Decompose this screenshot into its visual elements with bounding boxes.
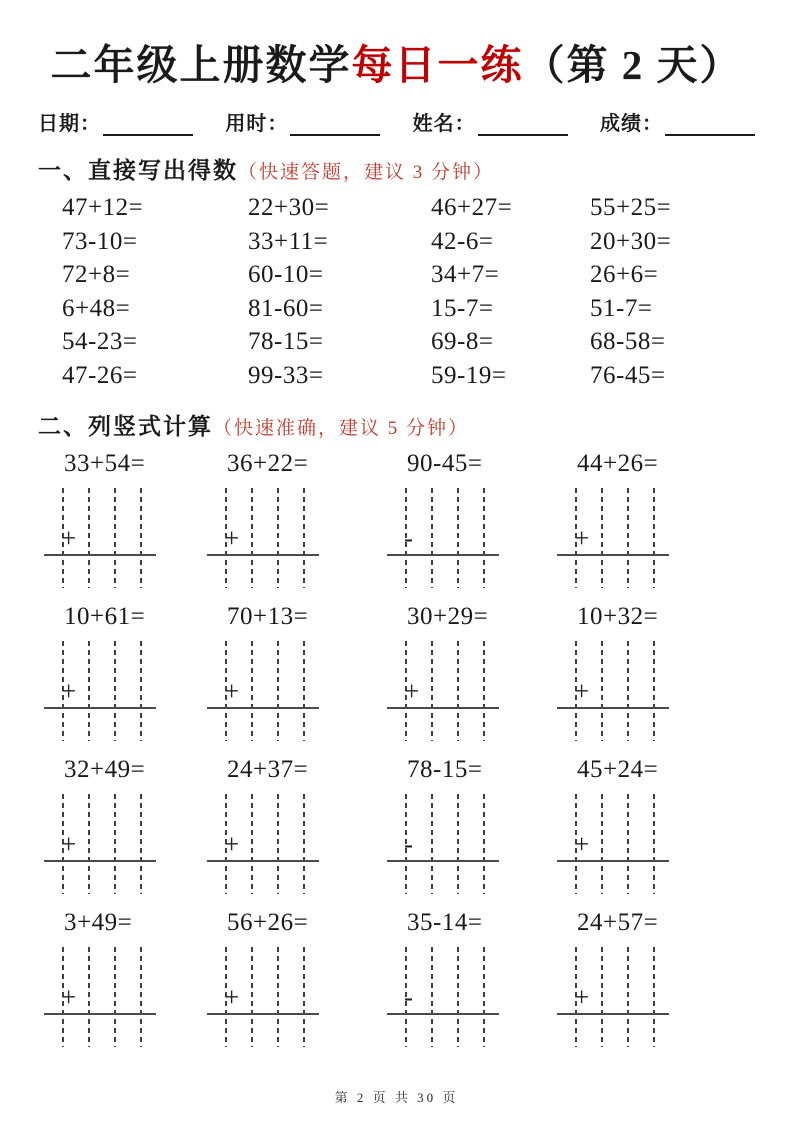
date-label: 日期：: [38, 113, 101, 136]
section1-hint: （快速答题，建议 3 分钟）: [238, 162, 495, 184]
answer-line: [387, 860, 499, 862]
problem: 78-15=: [248, 328, 324, 356]
title-suffix: （第 2 天）: [523, 42, 743, 88]
duration-field: [225, 107, 380, 136]
column-guides: [385, 947, 503, 1047]
duration-blank: [290, 113, 380, 136]
problem: 22+30=: [248, 194, 330, 222]
column-guides: [42, 641, 160, 741]
vertical-problem: [555, 449, 755, 588]
answer-line: [557, 1013, 669, 1015]
name-label: 姓名：: [412, 113, 476, 136]
problem-label: 70+13=: [227, 603, 309, 631]
column-guides: [555, 641, 673, 741]
column-guides: [555, 947, 673, 1047]
problem: 72+8=: [62, 261, 131, 289]
page-number-footer: 第 2 页 共 30 页: [334, 1090, 459, 1105]
answer-line: [207, 707, 319, 709]
section2-heading-text: 二、列竖式计算: [38, 414, 213, 440]
answer-line: [387, 554, 499, 556]
problem-label: 10+32=: [577, 603, 659, 631]
problem-label: 35-14=: [407, 909, 483, 937]
answer-line: [44, 860, 156, 862]
operator-sign: +: [574, 982, 590, 1013]
answer-line: [44, 554, 156, 556]
answer-line: [207, 1013, 319, 1015]
answer-line: [44, 707, 156, 709]
problem-label: 10+61=: [64, 603, 146, 631]
score-field: [600, 107, 755, 136]
problem-label: 3+49=: [64, 909, 133, 937]
problem: 15-7=: [431, 294, 494, 322]
name-field: [413, 107, 568, 136]
column-guides: [205, 947, 323, 1047]
operator-sign: +: [61, 676, 77, 707]
name-blank: [478, 113, 568, 136]
section1-heading-text: 一、直接写出得数: [38, 158, 238, 184]
date-blank: [103, 113, 193, 136]
score-blank: [665, 113, 755, 136]
student-info-row: [38, 107, 755, 136]
problem: 6+48=: [62, 294, 131, 322]
answer-line: [557, 707, 669, 709]
column-guides: [385, 488, 503, 588]
operator-sign: +: [224, 982, 240, 1013]
answer-line: [387, 1013, 499, 1015]
problem: 60-10=: [248, 261, 324, 289]
answer-line: [387, 707, 499, 709]
vertical-problems-row: [42, 908, 755, 1047]
vertical-problems-row: [42, 449, 755, 588]
problem: 20+30=: [590, 227, 672, 255]
problem: 46+27=: [431, 194, 513, 222]
operator-sign: +: [574, 829, 590, 860]
problem: 47+12=: [62, 194, 144, 222]
column-guides: [42, 794, 160, 894]
problem: 81-60=: [248, 294, 324, 322]
operator-sign: +: [224, 829, 240, 860]
problem-label: 56+26=: [227, 909, 309, 937]
operator-sign: +: [61, 982, 77, 1013]
vertical-problems-row: [42, 755, 755, 894]
section2-heading: [38, 408, 755, 441]
problem-label: 24+57=: [577, 909, 659, 937]
page-title: [38, 38, 755, 93]
score-label: 成绩：: [599, 113, 663, 136]
operator-sign: -: [404, 523, 413, 554]
column-guides: [205, 641, 323, 741]
vertical-problem: [42, 602, 205, 741]
operator-sign: +: [224, 676, 240, 707]
vertical-problem: [205, 602, 385, 741]
problem: 47-26=: [62, 361, 138, 389]
problem: 73-10=: [62, 227, 138, 255]
vertical-problem: [205, 755, 385, 894]
operator-sign: +: [61, 523, 77, 554]
vertical-problem: [555, 908, 755, 1047]
operator-sign: +: [61, 829, 77, 860]
problem: 54-23=: [62, 328, 138, 356]
problem: 69-8=: [431, 328, 494, 356]
answer-line: [207, 860, 319, 862]
problem-label: 32+49=: [64, 756, 146, 784]
problem: 55+25=: [590, 194, 672, 222]
column-guides: [555, 794, 673, 894]
column-guides: [555, 488, 673, 588]
problem-label: 78-15=: [407, 756, 483, 784]
column-guides: [42, 947, 160, 1047]
problem-label: 30+29=: [407, 603, 489, 631]
operator-sign: +: [404, 676, 420, 707]
vertical-problem: [205, 449, 385, 588]
answer-line: [44, 1013, 156, 1015]
problem: 26+6=: [590, 261, 659, 289]
answer-line: [557, 860, 669, 862]
problem-label: 24+37=: [227, 756, 309, 784]
section1-heading: [38, 152, 755, 185]
column-guides: [42, 488, 160, 588]
operator-sign: -: [404, 829, 413, 860]
answer-line: [557, 554, 669, 556]
vertical-problem: [555, 755, 755, 894]
vertical-problem: [42, 449, 205, 588]
problem: 34+7=: [431, 261, 500, 289]
problem: 59-19=: [431, 361, 507, 389]
problem: 68-58=: [590, 328, 666, 356]
operator-sign: +: [224, 523, 240, 554]
title-highlight: 每日一练: [351, 42, 524, 88]
vertical-problem: [385, 755, 555, 894]
vertical-problem: [555, 602, 755, 741]
problem: 51-7=: [590, 294, 653, 322]
problem-label: 33+54=: [64, 450, 146, 478]
problem: 99-33=: [248, 361, 324, 389]
problem-label: 90-45=: [407, 450, 483, 478]
quick-answers-grid: [62, 191, 755, 392]
date-field: [38, 107, 193, 136]
vertical-problem: [42, 908, 205, 1047]
answer-line: [207, 554, 319, 556]
section2-hint: （快速准确，建议 5 分钟）: [213, 418, 470, 440]
duration-label: 用时：: [225, 113, 289, 136]
operator-sign: +: [574, 523, 590, 554]
vertical-problem: [385, 908, 555, 1047]
column-guides: [385, 794, 503, 894]
problem: 76-45=: [590, 361, 666, 389]
vertical-problems-row: [42, 602, 755, 741]
vertical-problem: [42, 755, 205, 894]
column-guides: [385, 641, 503, 741]
problem-label: 36+22=: [227, 450, 309, 478]
problem: 42-6=: [431, 227, 494, 255]
title-prefix: 二年级上册数学: [50, 42, 352, 88]
column-guides: [205, 488, 323, 588]
problem-label: 44+26=: [577, 450, 659, 478]
operator-sign: -: [404, 982, 413, 1013]
problem: 33+11=: [248, 227, 329, 255]
problem-label: 45+24=: [577, 756, 659, 784]
operator-sign: +: [574, 676, 590, 707]
vertical-problem: [385, 602, 555, 741]
column-guides: [205, 794, 323, 894]
vertical-problem: [385, 449, 555, 588]
vertical-problem: [205, 908, 385, 1047]
